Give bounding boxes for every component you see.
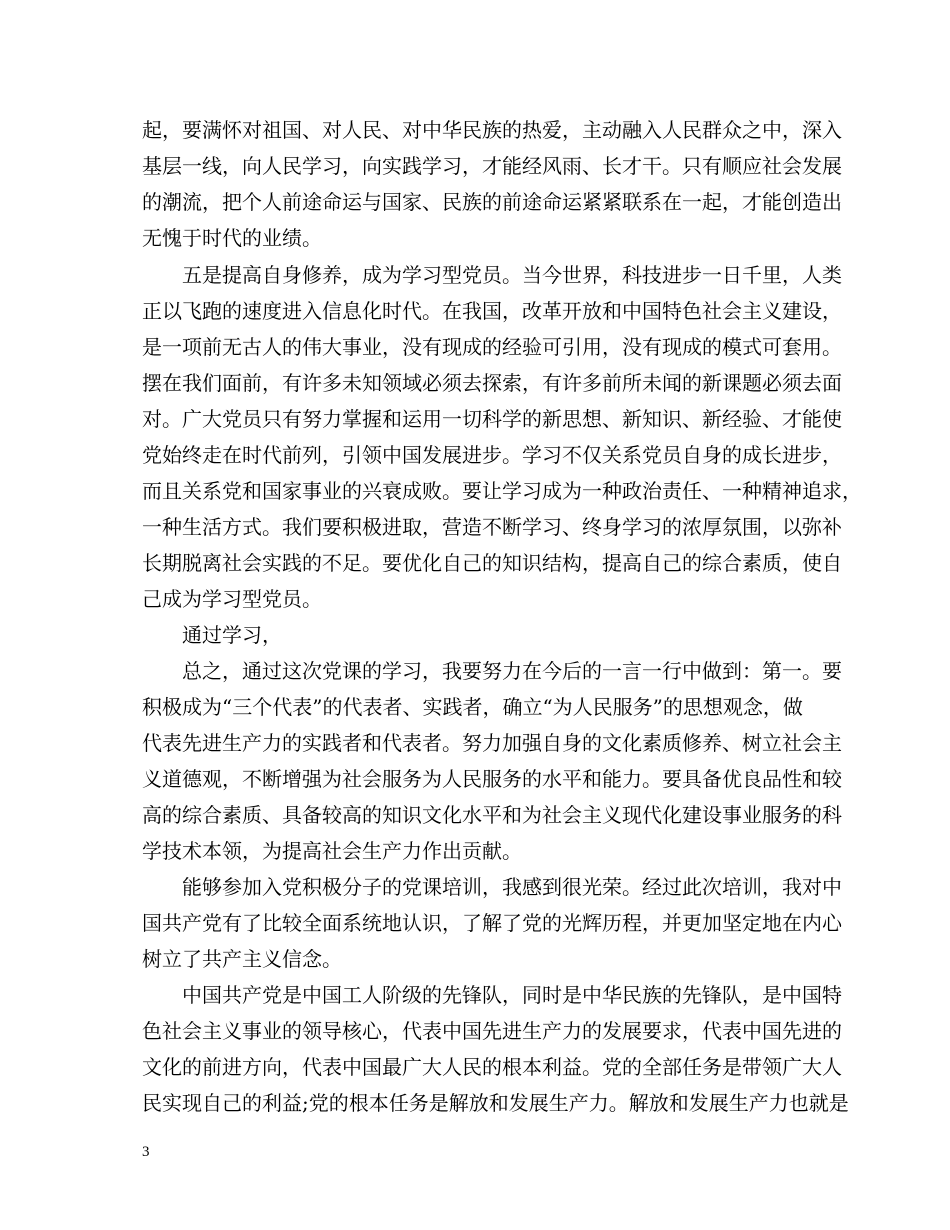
text-line: 国共产党有了比较全面系统地认识，了解了党的光辉历程，并更加坚定地在内心 bbox=[142, 911, 842, 935]
text-line: 树立了共产主义信念。 bbox=[142, 947, 342, 971]
text-line: 能够参加入党积极分子的党课培训，我感到很光荣。经过此次培训，我对中 bbox=[182, 875, 842, 899]
text-line: 正以飞跑的速度进入信息化时代。在我国，改革开放和中国特色社会主义建设， bbox=[142, 299, 842, 323]
text-line: 对。广大党员只有努力掌握和运用一切科学的新思想、新知识、新经验、才能使 bbox=[142, 407, 842, 431]
text-line: 己成为学习型党员。 bbox=[142, 587, 322, 611]
text-line: 基层一线，向人民学习，向实践学习，才能经风雨、长才干。只有顺应社会发展 bbox=[142, 154, 842, 178]
text-line: 一种生活方式。我们要积极进取，营造不断学习、终身学习的浓厚氛围，以弥补 bbox=[142, 515, 842, 539]
text-line: 无愧于时代的业绩。 bbox=[142, 226, 322, 250]
text-line: 摆在我们面前，有许多未知领域必须去探索，有许多前所未闻的新课题必须去面 bbox=[142, 371, 842, 395]
text-line: 是一项前无古人的伟大事业，没有现成的经验可引用，没有现成的模式可套用。 bbox=[142, 335, 842, 359]
text-line: 总之，通过这次党课的学习，我要努力在今后的一言一行中做到：第一。要 bbox=[182, 659, 842, 683]
text-line: 而且关系党和国家事业的兴衰成败。要让学习成为一种政治责任、一种精神追求， bbox=[142, 479, 862, 503]
text-line: 五是提高自身修养，成为学习型党员。当今世界，科技进步一日千里，人类 bbox=[182, 263, 842, 287]
text-line: 色社会主义事业的领导核心，代表中国先进生产力的发展要求，代表中国先进的 bbox=[142, 1019, 842, 1043]
text-line: 学技术本领，为提高社会生产力作出贡献。 bbox=[142, 839, 522, 863]
text-line: 通过学习， bbox=[182, 623, 282, 647]
text-line: 中国共产党是中国工人阶级的先锋队，同时是中华民族的先锋队，是中国特 bbox=[182, 983, 842, 1007]
text-line: 起，要满怀对祖国、对人民、对中华民族的热爱，主动融入人民群众之中，深入 bbox=[142, 118, 842, 142]
text-line: 长期脱离社会实践的不足。要优化自己的知识结构，提高自己的综合素质，使自 bbox=[142, 551, 842, 575]
text-line: 高的综合素质、具备较高的知识文化水平和为社会主义现代化建设事业服务的科 bbox=[142, 803, 842, 827]
text-line: 义道德观，不断增强为社会服务为人民服务的水平和能力。要具备优良品性和较 bbox=[142, 767, 842, 791]
page-number: 3 bbox=[142, 1144, 150, 1160]
text-line: 民实现自己的利益;党的根本任务是解放和发展生产力。解放和发展生产力也就是 bbox=[142, 1091, 849, 1115]
text-line: 文化的前进方向，代表中国最广大人民的根本利益。党的全部任务是带领广大人 bbox=[142, 1055, 842, 1079]
text-line: 的潮流，把个人前途命运与国家、民族的前途命运紧紧联系在一起，才能创造出 bbox=[142, 190, 842, 214]
text-line: 积极成为“三个代表”的代表者、实践者，确立“为人民服务”的思想观念，做 bbox=[142, 695, 803, 719]
text-line: 代表先进生产力的实践者和代表者。努力加强自身的文化素质修养、树立社会主 bbox=[142, 731, 842, 755]
text-line: 党始终走在时代前列，引领中国发展进步。学习不仅关系党员自身的成长进步， bbox=[142, 443, 842, 467]
